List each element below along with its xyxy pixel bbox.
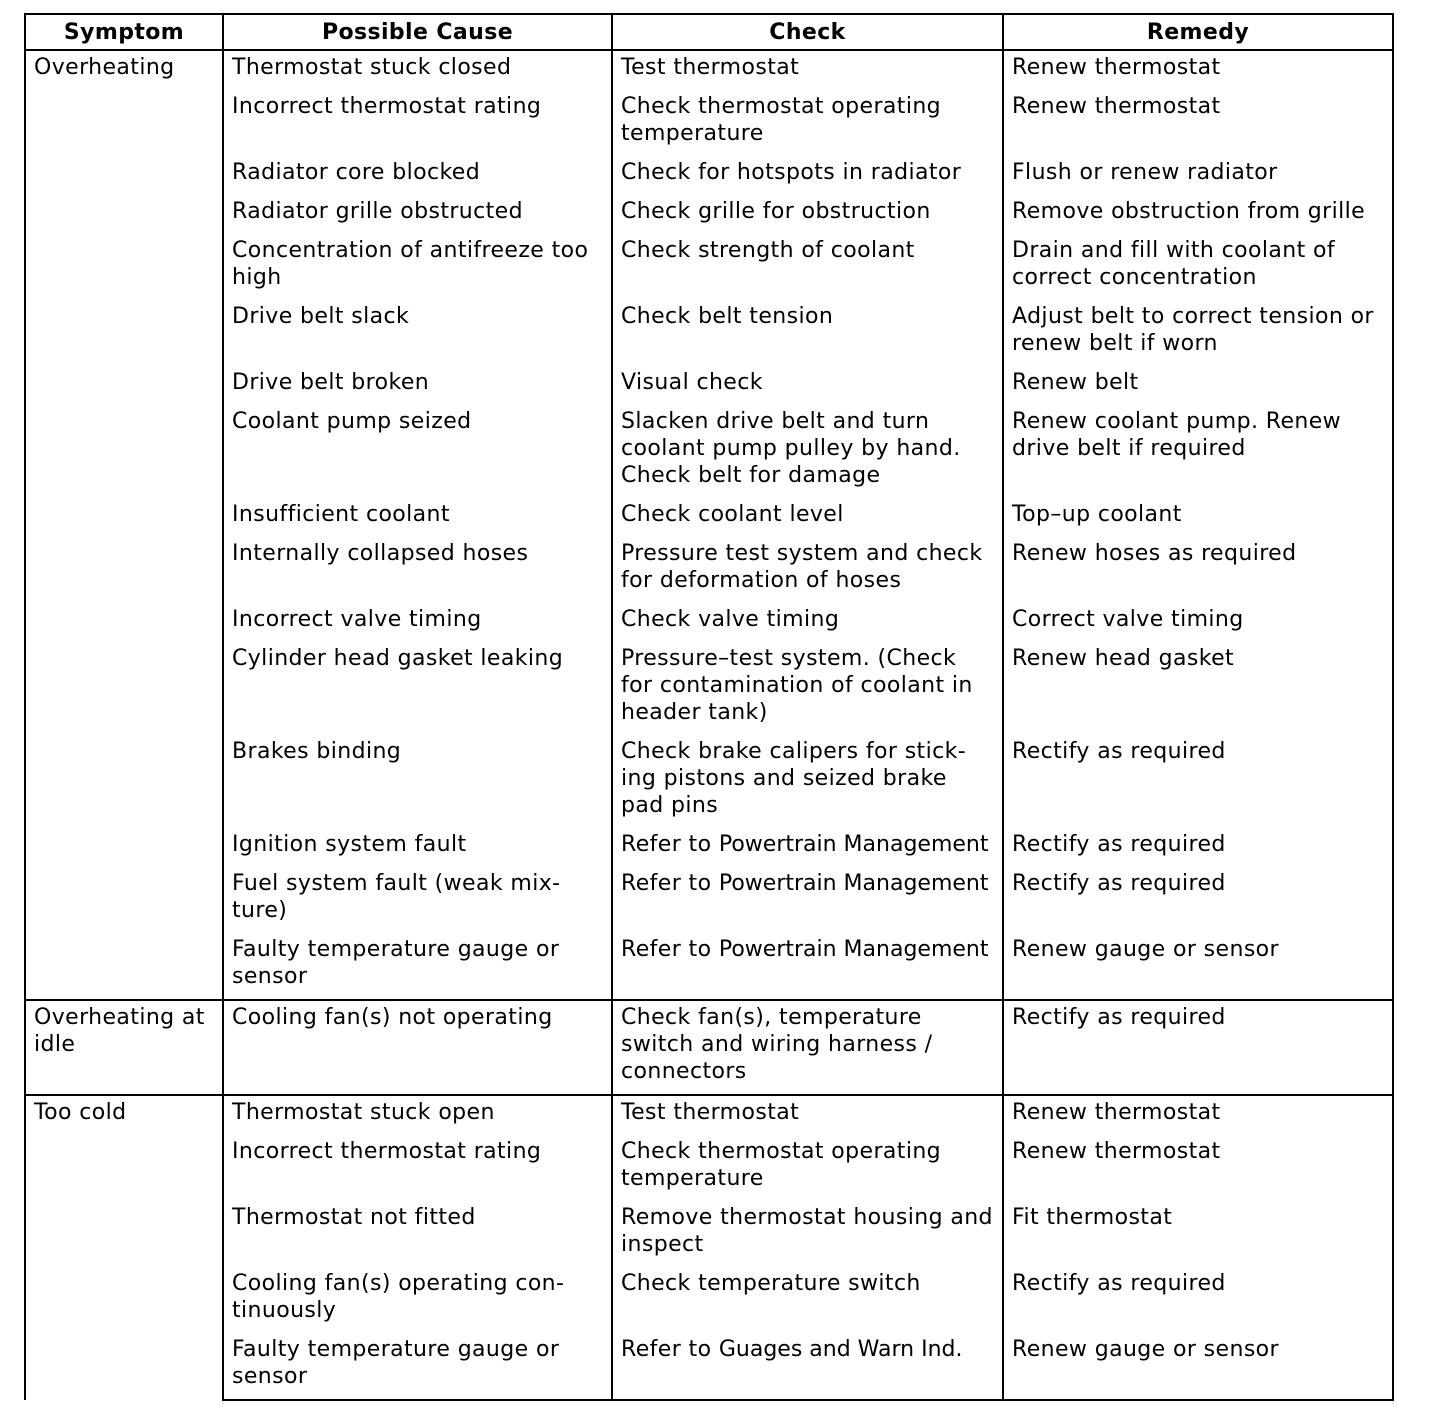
table-row bbox=[25, 50, 1393, 90]
check-cell bbox=[612, 603, 1003, 642]
cause-text: Drive belt slack bbox=[232, 304, 410, 329]
check-text: Check brake calipers for stick-ing pistons and seized brake pad pins bbox=[621, 739, 967, 818]
check-cell bbox=[612, 50, 1003, 90]
remedy-cell bbox=[1003, 1333, 1393, 1400]
remedy-cell bbox=[1003, 1095, 1393, 1135]
check-cell bbox=[612, 735, 1003, 828]
check-cell bbox=[612, 828, 1003, 867]
remedy-cell bbox=[1003, 537, 1393, 603]
cause-text: Coolant pump seized bbox=[232, 409, 472, 434]
header-symptom: Symptom bbox=[25, 14, 223, 50]
remedy-cell bbox=[1003, 234, 1393, 300]
remedy-cell bbox=[1003, 735, 1393, 828]
remedy-text: Top–up coolant bbox=[1012, 502, 1182, 527]
check-text: Check strength of coolant bbox=[621, 238, 915, 263]
check-cell bbox=[612, 156, 1003, 195]
cause-cell bbox=[223, 828, 612, 867]
remedy-cell bbox=[1003, 405, 1393, 498]
cause-text: Incorrect thermostat rating bbox=[232, 94, 542, 119]
header-check: Check bbox=[612, 14, 1003, 50]
remedy-cell bbox=[1003, 1000, 1393, 1095]
remedy-cell bbox=[1003, 498, 1393, 537]
check-text bbox=[621, 828, 994, 867]
remedy-cell bbox=[1003, 195, 1393, 234]
cause-cell bbox=[223, 1095, 612, 1135]
remedy-text: Correct valve timing bbox=[1012, 607, 1244, 632]
check-cell bbox=[612, 234, 1003, 300]
check-cell bbox=[612, 642, 1003, 735]
remedy-text: Renew belt bbox=[1012, 370, 1139, 395]
cause-text: Drive belt broken bbox=[232, 370, 430, 395]
check-cell bbox=[612, 1201, 1003, 1267]
table-row bbox=[25, 1000, 1393, 1095]
cause-cell bbox=[223, 933, 612, 1000]
table-row bbox=[25, 1095, 1393, 1135]
cause-text: Incorrect valve timing bbox=[232, 607, 482, 632]
remedy-cell bbox=[1003, 1201, 1393, 1267]
symptom-cell: Overheating bbox=[25, 50, 223, 1000]
check-text: Pressure test system and check for deformation of hoses bbox=[621, 541, 983, 593]
table-row bbox=[25, 1267, 1393, 1333]
remedy-cell bbox=[1003, 90, 1393, 156]
check-text: Check for hotspots in radiator bbox=[621, 160, 962, 185]
check-cell bbox=[612, 537, 1003, 603]
remedy-text: Adjust belt to correct tension or renew belt if worn bbox=[1012, 304, 1374, 356]
cause-text: Concentration of antifreeze too high bbox=[232, 238, 589, 290]
remedy-cell bbox=[1003, 867, 1393, 933]
table-row bbox=[25, 1333, 1393, 1400]
cause-text: Faulty temperature gauge or sensor bbox=[232, 1337, 560, 1389]
check-text: Check fan(s), temperature switch and wiring harness / connectors bbox=[621, 1005, 933, 1084]
check-text: Test thermostat bbox=[621, 1100, 800, 1125]
check-text: Check coolant level bbox=[621, 502, 844, 527]
remedy-cell bbox=[1003, 156, 1393, 195]
cause-text: Insufficient coolant bbox=[232, 502, 450, 527]
remedy-text: Renew gauge or sensor bbox=[1012, 1337, 1279, 1362]
table-row bbox=[25, 933, 1393, 1000]
cause-text: Radiator core blocked bbox=[232, 160, 481, 185]
cause-cell bbox=[223, 735, 612, 828]
remedy-text: Renew thermostat bbox=[1012, 94, 1221, 119]
cause-cell bbox=[223, 642, 612, 735]
header-possible-cause: Possible Cause bbox=[223, 14, 612, 50]
check-text: Slacken drive belt and turn coolant pump pulley by hand. Check belt for damage bbox=[621, 409, 961, 488]
cause-cell bbox=[223, 50, 612, 90]
check-reference-section: Powertrain Management bbox=[718, 871, 989, 896]
cause-text: Cylinder head gasket leaking bbox=[232, 646, 564, 671]
table-row bbox=[25, 537, 1393, 603]
cause-text: Ignition system fault bbox=[232, 832, 467, 857]
cause-cell bbox=[223, 1267, 612, 1333]
check-reference-section: Guages and Warn Ind. bbox=[718, 1337, 963, 1362]
cause-text: Incorrect thermostat rating bbox=[232, 1139, 542, 1164]
check-cell bbox=[612, 405, 1003, 498]
cause-text: Internally collapsed hoses bbox=[232, 541, 529, 566]
table-row bbox=[25, 1201, 1393, 1267]
table-row bbox=[25, 405, 1393, 498]
check-text: Test thermostat bbox=[621, 55, 800, 80]
remedy-cell bbox=[1003, 603, 1393, 642]
cause-text: Fuel system fault (weak mix-ture) bbox=[232, 871, 561, 923]
table-row bbox=[25, 1135, 1393, 1201]
check-cell bbox=[612, 498, 1003, 537]
table-row bbox=[25, 828, 1393, 867]
cause-cell bbox=[223, 603, 612, 642]
cause-cell bbox=[223, 90, 612, 156]
check-text bbox=[621, 867, 994, 906]
check-cell bbox=[612, 300, 1003, 366]
check-text: Check grille for obstruction bbox=[621, 199, 931, 224]
remedy-cell bbox=[1003, 300, 1393, 366]
check-text: Check thermostat operating temperature bbox=[621, 1139, 942, 1191]
check-reference-section: Powertrain Management bbox=[718, 832, 989, 857]
table-row bbox=[25, 234, 1393, 300]
cause-cell bbox=[223, 366, 612, 405]
check-text: Check thermostat operating temperature bbox=[621, 94, 942, 146]
remedy-cell bbox=[1003, 642, 1393, 735]
check-text: Check belt tension bbox=[621, 304, 834, 329]
table-row bbox=[25, 366, 1393, 405]
remedy-text: Flush or renew radiator bbox=[1012, 160, 1278, 185]
cause-cell bbox=[223, 156, 612, 195]
check-refer-prefix: Refer to bbox=[621, 871, 719, 896]
cause-cell bbox=[223, 498, 612, 537]
check-cell bbox=[612, 1267, 1003, 1333]
check-cell bbox=[612, 366, 1003, 405]
check-refer-prefix: Refer to bbox=[621, 832, 719, 857]
remedy-text: Renew coolant pump. Renew drive belt if required bbox=[1012, 409, 1342, 461]
cause-text: Cooling fan(s) operating con-tinuously bbox=[232, 1271, 565, 1323]
remedy-cell bbox=[1003, 933, 1393, 1000]
remedy-cell bbox=[1003, 1267, 1393, 1333]
table-row bbox=[25, 195, 1393, 234]
remedy-text: Renew head gasket bbox=[1012, 646, 1235, 671]
check-cell bbox=[612, 1333, 1003, 1400]
check-text: Visual check bbox=[621, 370, 763, 395]
table-row bbox=[25, 867, 1393, 933]
cause-cell bbox=[223, 867, 612, 933]
table-body bbox=[25, 50, 1393, 1400]
remedy-text: Renew gauge or sensor bbox=[1012, 937, 1279, 962]
remedy-text: Renew thermostat bbox=[1012, 55, 1221, 80]
check-refer-prefix: Refer to bbox=[621, 1337, 719, 1362]
remedy-cell bbox=[1003, 828, 1393, 867]
remedy-text: Rectify as required bbox=[1012, 832, 1226, 857]
remedy-text: Drain and fill with coolant of correct concentration bbox=[1012, 238, 1336, 290]
header-row bbox=[25, 14, 1393, 50]
remedy-text: Renew thermostat bbox=[1012, 1100, 1221, 1125]
remedy-text: Rectify as required bbox=[1012, 871, 1226, 896]
remedy-cell bbox=[1003, 1135, 1393, 1201]
cause-cell bbox=[223, 234, 612, 300]
symptom-cell: Overheating at idle bbox=[25, 1000, 223, 1095]
remedy-text: Renew hoses as required bbox=[1012, 541, 1297, 566]
cause-cell bbox=[223, 1000, 612, 1095]
check-cell bbox=[612, 1135, 1003, 1201]
remedy-text: Fit thermostat bbox=[1012, 1205, 1173, 1230]
check-refer-prefix: Refer to bbox=[621, 937, 719, 962]
header-remedy: Remedy bbox=[1003, 14, 1393, 50]
check-text: Remove thermostat housing and inspect bbox=[621, 1205, 993, 1257]
cause-text: Radiator grille obstructed bbox=[232, 199, 523, 224]
table-row bbox=[25, 156, 1393, 195]
table-row bbox=[25, 735, 1393, 828]
check-text: Pressure–test system. (Check for contamination of coolant in header tank) bbox=[621, 646, 973, 725]
cause-text: Thermostat stuck closed bbox=[232, 55, 512, 80]
remedy-cell bbox=[1003, 50, 1393, 90]
table-row bbox=[25, 603, 1393, 642]
cause-cell bbox=[223, 1201, 612, 1267]
cause-text: Thermostat stuck open bbox=[232, 1100, 495, 1125]
cause-text: Brakes binding bbox=[232, 739, 402, 764]
table-row bbox=[25, 498, 1393, 537]
table-row bbox=[25, 642, 1393, 735]
cause-text: Cooling fan(s) not operating bbox=[232, 1005, 553, 1030]
table-row bbox=[25, 90, 1393, 156]
cause-text: Thermostat not fitted bbox=[232, 1205, 476, 1230]
remedy-text: Remove obstruction from grille bbox=[1012, 199, 1366, 224]
cause-cell bbox=[223, 405, 612, 498]
check-cell bbox=[612, 1000, 1003, 1095]
cause-cell bbox=[223, 195, 612, 234]
table-row bbox=[25, 300, 1393, 366]
remedy-text: Rectify as required bbox=[1012, 1271, 1226, 1296]
check-text bbox=[621, 933, 994, 972]
check-cell bbox=[612, 195, 1003, 234]
remedy-text: Renew thermostat bbox=[1012, 1139, 1221, 1164]
cause-text: Faulty temperature gauge or sensor bbox=[232, 937, 560, 989]
symptom-cell: Too cold bbox=[25, 1095, 223, 1400]
cause-cell bbox=[223, 537, 612, 603]
check-text: Check valve timing bbox=[621, 607, 840, 632]
remedy-text: Rectify as required bbox=[1012, 1005, 1226, 1030]
check-cell bbox=[612, 90, 1003, 156]
check-text: Check temperature switch bbox=[621, 1271, 921, 1296]
cause-cell bbox=[223, 1333, 612, 1400]
remedy-text: Rectify as required bbox=[1012, 739, 1226, 764]
diagnosis-table bbox=[24, 13, 1394, 1401]
remedy-cell bbox=[1003, 366, 1393, 405]
cause-cell bbox=[223, 300, 612, 366]
check-text bbox=[621, 1333, 994, 1372]
check-cell bbox=[612, 867, 1003, 933]
cause-cell bbox=[223, 1135, 612, 1201]
check-cell bbox=[612, 933, 1003, 1000]
check-cell bbox=[612, 1095, 1003, 1135]
check-reference-section: Powertrain Management bbox=[718, 937, 989, 962]
